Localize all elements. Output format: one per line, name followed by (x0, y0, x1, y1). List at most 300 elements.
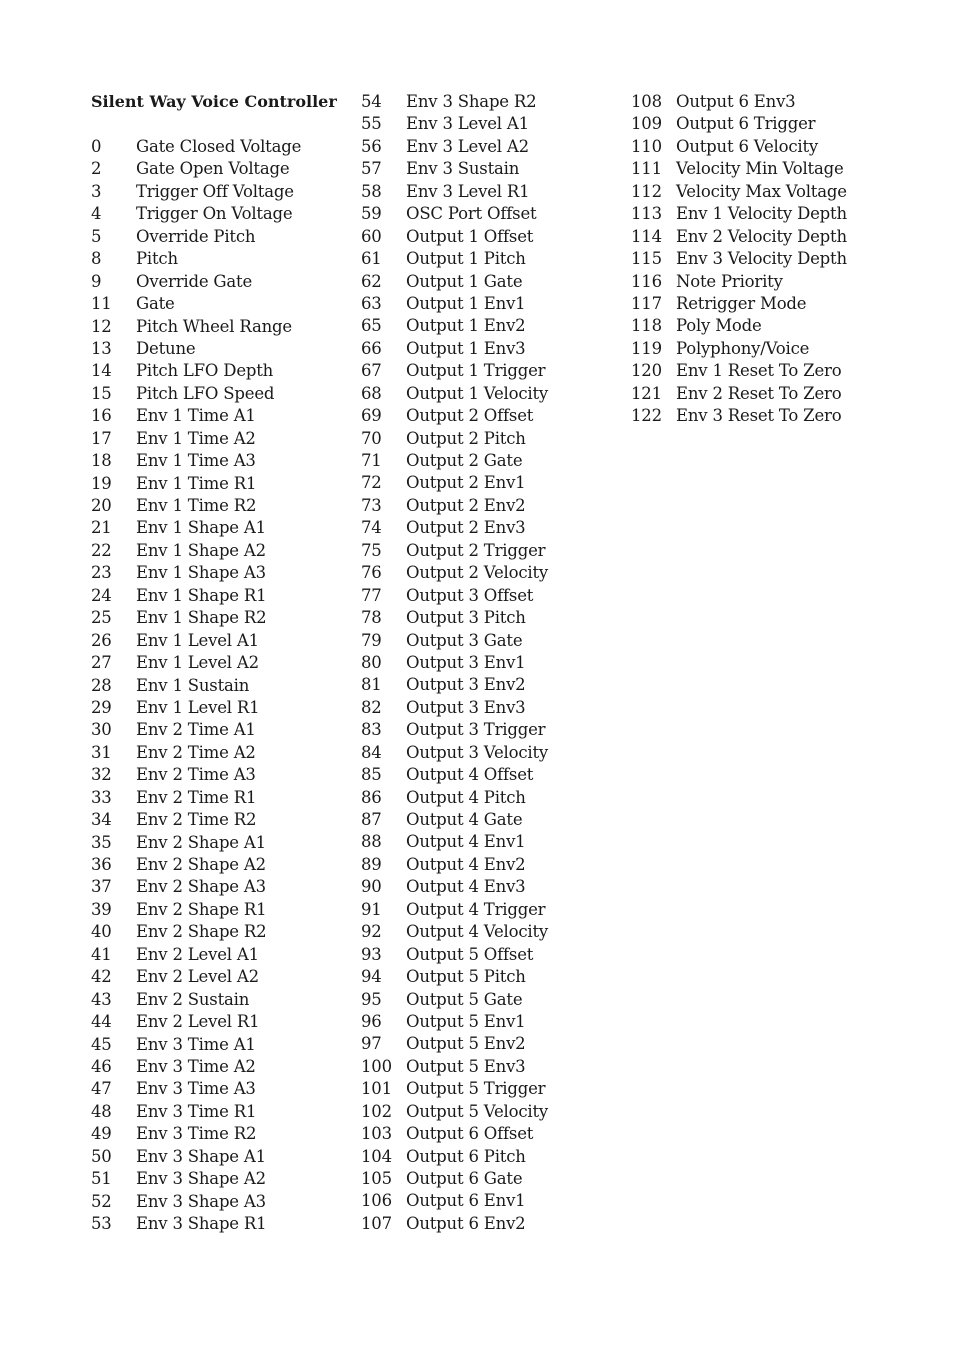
parameter-row (361, 944, 611, 966)
parameter-row (361, 338, 611, 360)
parameter-number: 21 (91, 518, 112, 538)
parameter-number: 78 (361, 608, 382, 628)
parameter-label: Pitch LFO Depth (136, 361, 274, 381)
parameter-number: 118 (631, 316, 662, 336)
parameter-number: 84 (361, 742, 382, 762)
parameter-label: Output 3 Trigger (406, 720, 546, 740)
parameter-row (91, 876, 341, 898)
parameter-number: 121 (631, 383, 662, 403)
parameter-number: 25 (91, 608, 112, 628)
parameter-row (361, 472, 611, 494)
parameter-number: 109 (631, 114, 662, 134)
parameter-label: Env 3 Level R1 (406, 181, 530, 201)
parameter-number: 2 (91, 159, 102, 179)
parameter-label: Output 4 Env3 (406, 877, 526, 897)
parameter-number: 103 (361, 1124, 392, 1144)
parameter-label: Trigger On Voltage (136, 204, 293, 224)
parameter-label: Env 2 Level A2 (136, 967, 259, 987)
parameter-number: 71 (361, 451, 382, 470)
parameter-row (631, 181, 881, 203)
parameter-label: Output 6 Offset (406, 1124, 534, 1144)
parameter-row (631, 315, 881, 337)
parameter-label: Pitch (136, 249, 178, 269)
parameter-number: 90 (361, 877, 382, 897)
parameter-label: Env 2 Time R1 (136, 787, 257, 807)
parameter-label: Velocity Max Voltage (676, 181, 847, 201)
parameter-label: Pitch LFO Speed (136, 383, 275, 403)
parameter-row (91, 697, 341, 719)
parameter-label: Env 1 Velocity Depth (676, 204, 847, 224)
parameter-number: 76 (361, 563, 382, 583)
parameter-label: Env 3 Shape A2 (136, 1169, 266, 1189)
parameter-label: Velocity Min Voltage (676, 159, 844, 179)
parameter-number: 3 (91, 181, 102, 201)
parameter-row (361, 1011, 611, 1033)
parameter-number: 110 (631, 136, 662, 156)
parameter-number: 23 (91, 563, 112, 583)
parameter-number: 73 (361, 495, 382, 515)
parameter-number: 0 (91, 137, 102, 156)
parameter-label: Env 2 Velocity Depth (676, 226, 847, 246)
parameter-number: 75 (361, 540, 382, 560)
parameter-label: Output 1 Env1 (406, 293, 526, 313)
parameter-row (91, 248, 341, 270)
parameter-number: 26 (91, 630, 112, 650)
parameter-number: 65 (361, 316, 382, 336)
parameter-number: 70 (361, 428, 382, 448)
parameter-label: Gate Closed Voltage (136, 137, 302, 156)
parameter-label: Output 2 Pitch (406, 428, 526, 448)
parameter-row (631, 136, 881, 158)
parameter-row (361, 540, 611, 562)
parameter-label: Output 6 Pitch (406, 1146, 526, 1166)
parameter-label: Output 6 Trigger (676, 114, 816, 134)
parameter-number: 69 (361, 406, 382, 426)
parameter-number: 32 (91, 765, 112, 785)
parameter-label: Output 4 Gate (406, 810, 523, 829)
parameter-number: 30 (91, 720, 112, 740)
parameter-number: 31 (91, 742, 112, 762)
parameter-number: 94 (361, 967, 382, 987)
parameter-row (91, 1168, 341, 1190)
parameter-row (361, 360, 611, 382)
parameter-number: 28 (91, 675, 112, 695)
parameter-row (91, 607, 341, 629)
column-2 (361, 91, 611, 1235)
parameter-label: Output 6 Env3 (676, 92, 796, 111)
parameter-label: Retrigger Mode (676, 293, 807, 313)
parameter-label: Output 6 Velocity (676, 136, 819, 156)
parameter-label: Output 4 Trigger (406, 899, 546, 919)
parameter-number: 77 (361, 585, 382, 605)
parameter-row (361, 1123, 611, 1145)
parameter-label: Output 1 Offset (406, 226, 534, 246)
parameter-number: 44 (91, 1012, 112, 1032)
parameter-list-3 (631, 91, 881, 428)
parameter-label: Env 1 Time A3 (136, 451, 256, 471)
parameter-row (361, 1213, 611, 1235)
parameter-label: Env 1 Level R1 (136, 697, 260, 717)
parameter-number: 117 (631, 293, 662, 313)
parameter-label: Env 1 Time R1 (136, 473, 257, 493)
parameter-label: Env 1 Reset To Zero (676, 361, 842, 381)
parameter-row (91, 1191, 341, 1213)
parameter-number: 5 (91, 226, 102, 246)
parameter-row (361, 630, 611, 652)
parameter-row (361, 1033, 611, 1055)
parameter-label: Output 3 Env1 (406, 652, 526, 672)
parameter-row (91, 293, 341, 315)
parameter-row (631, 113, 881, 135)
parameter-label: Output 3 Offset (406, 585, 534, 605)
parameter-number: 40 (91, 922, 112, 942)
parameter-row (631, 383, 881, 405)
parameter-label: Env 3 Velocity Depth (676, 249, 847, 269)
parameter-number: 51 (91, 1169, 112, 1189)
parameter-row (91, 675, 341, 697)
parameter-number: 35 (91, 832, 112, 852)
parameter-row (91, 1123, 341, 1145)
parameter-number: 72 (361, 473, 382, 493)
parameter-label: Output 2 Gate (406, 451, 523, 470)
parameter-row (361, 1101, 611, 1123)
parameter-row (91, 360, 341, 382)
parameter-label: OSC Port Offset (406, 204, 537, 224)
parameter-row (361, 450, 611, 472)
parameter-number: 39 (91, 899, 112, 919)
parameter-label: Env 3 Shape R1 (136, 1214, 267, 1233)
parameter-row (361, 495, 611, 517)
parameter-label: Output 2 Env3 (406, 518, 526, 538)
parameter-label: Env 3 Sustain (406, 159, 520, 179)
parameter-row (631, 360, 881, 382)
parameter-number: 95 (361, 989, 382, 1009)
parameter-label: Env 1 Time A1 (136, 406, 256, 426)
parameter-number: 59 (361, 204, 382, 224)
parameter-number: 15 (91, 383, 112, 403)
parameter-number: 12 (91, 316, 112, 336)
parameter-row (361, 1190, 611, 1212)
parameter-row (91, 226, 341, 248)
document-title: Silent Way Voice Controller (91, 92, 337, 111)
parameter-label: Env 2 Level A1 (136, 944, 259, 964)
parameter-label: Detune (136, 338, 196, 358)
parameter-label: Env 3 Time A2 (136, 1056, 256, 1076)
parameter-label: Env 3 Time A3 (136, 1079, 256, 1099)
parameter-number: 107 (361, 1213, 392, 1233)
parameter-row (361, 383, 611, 405)
parameter-row (361, 91, 611, 113)
parameter-label: Env 2 Shape A1 (136, 832, 266, 852)
parameter-number: 19 (91, 473, 112, 493)
parameter-number: 93 (361, 944, 382, 964)
parameter-row (91, 428, 341, 450)
parameter-number: 18 (91, 451, 112, 471)
parameter-row (91, 383, 341, 405)
parameter-number: 33 (91, 787, 112, 807)
parameter-row (361, 787, 611, 809)
parameter-label: Output 1 Trigger (406, 361, 546, 381)
parameter-number: 42 (91, 967, 112, 987)
parameter-row (361, 136, 611, 158)
parameter-number: 87 (361, 810, 382, 829)
parameter-row (631, 91, 881, 113)
parameter-number: 120 (631, 361, 662, 381)
parameter-row (361, 719, 611, 741)
parameter-row (361, 181, 611, 203)
parameter-label: Output 3 Pitch (406, 608, 526, 628)
parameter-row (361, 607, 611, 629)
parameter-label: Env 3 Time A1 (136, 1034, 256, 1054)
parameter-row (361, 428, 611, 450)
parameter-row (361, 113, 611, 135)
parameter-row (361, 831, 611, 853)
parameter-row (361, 248, 611, 270)
parameter-label: Env 1 Shape R2 (136, 608, 267, 628)
parameter-number: 50 (91, 1146, 112, 1166)
parameter-row (91, 585, 341, 607)
parameter-list-1 (91, 136, 341, 1235)
parameter-label: Output 6 Env2 (406, 1213, 526, 1233)
parameter-number: 62 (361, 271, 382, 291)
parameter-label: Output 6 Env1 (406, 1191, 526, 1211)
parameter-number: 4 (91, 204, 102, 224)
parameter-row (361, 585, 611, 607)
parameter-number: 68 (361, 383, 382, 403)
parameter-number: 122 (631, 406, 662, 426)
parameter-row (91, 989, 341, 1011)
parameter-row (91, 1101, 341, 1123)
parameter-label: Env 3 Shape R2 (406, 92, 537, 111)
parameter-number: 111 (631, 159, 662, 179)
parameter-number: 8 (91, 249, 102, 269)
parameter-label: Env 3 Reset To Zero (676, 406, 842, 426)
parameter-row (361, 652, 611, 674)
parameter-label: Env 3 Level A2 (406, 136, 529, 156)
parameter-label: Env 3 Time R2 (136, 1124, 257, 1144)
parameter-label: Output 5 Env3 (406, 1056, 526, 1076)
parameter-number: 81 (361, 675, 382, 695)
parameter-number: 97 (361, 1034, 382, 1054)
parameter-row (361, 674, 611, 696)
parameter-number: 54 (361, 92, 382, 111)
parameter-row (91, 764, 341, 786)
parameter-row (361, 203, 611, 225)
parameter-number: 34 (91, 810, 112, 830)
parameter-row (91, 136, 341, 158)
parameter-label: Polyphony/Voice (676, 338, 810, 358)
parameter-row (361, 966, 611, 988)
parameter-label: Output 3 Env2 (406, 675, 526, 695)
parameter-number: 17 (91, 428, 112, 448)
parameter-number: 43 (91, 989, 112, 1009)
parameter-label: Env 2 Level R1 (136, 1012, 260, 1032)
parameter-number: 48 (91, 1101, 112, 1121)
parameter-label: Output 5 Trigger (406, 1079, 546, 1099)
parameter-number: 113 (631, 204, 662, 224)
parameter-row (91, 1034, 341, 1056)
parameter-label: Env 2 Reset To Zero (676, 383, 842, 403)
parameter-label: Env 2 Shape R2 (136, 922, 267, 942)
parameter-number: 112 (631, 181, 662, 201)
parameter-number: 101 (361, 1079, 392, 1099)
parameter-number: 108 (631, 92, 662, 111)
parameter-number: 41 (91, 944, 112, 964)
parameter-row (361, 899, 611, 921)
parameter-label: Env 3 Time R1 (136, 1101, 257, 1121)
parameter-number: 49 (91, 1124, 112, 1144)
parameter-label: Env 1 Shape A3 (136, 563, 266, 583)
parameter-number: 116 (631, 271, 662, 291)
parameter-label: Override Gate (136, 271, 253, 291)
parameter-row (361, 226, 611, 248)
parameter-row (91, 944, 341, 966)
parameter-number: 92 (361, 922, 382, 942)
parameter-number: 67 (361, 361, 382, 381)
parameter-row (361, 742, 611, 764)
parameter-number: 22 (91, 540, 112, 560)
parameter-row (91, 495, 341, 517)
parameter-label: Env 1 Time A2 (136, 428, 256, 448)
parameter-label: Env 2 Shape A2 (136, 855, 266, 874)
parameter-label: Output 2 Env2 (406, 495, 526, 515)
parameter-row (91, 316, 341, 338)
parameter-number: 66 (361, 338, 382, 358)
parameter-number: 29 (91, 697, 112, 717)
parameter-row (91, 562, 341, 584)
parameter-number: 85 (361, 765, 382, 785)
parameter-row (91, 203, 341, 225)
parameter-row (91, 540, 341, 562)
parameter-label: Output 1 Pitch (406, 249, 526, 269)
parameter-label: Output 4 Pitch (406, 787, 526, 807)
parameter-label: Gate (136, 294, 175, 314)
parameter-row (361, 1146, 611, 1168)
parameter-row (91, 921, 341, 943)
parameter-row (631, 158, 881, 180)
parameter-label: Env 2 Time A3 (136, 765, 256, 785)
parameter-label: Env 3 Shape A1 (136, 1146, 266, 1166)
parameter-label: Output 3 Gate (406, 630, 523, 650)
parameter-row (91, 652, 341, 674)
parameter-label: Output 4 Env1 (406, 832, 526, 852)
parameter-number: 60 (361, 226, 382, 246)
parameter-row (361, 1168, 611, 1190)
parameter-row (91, 899, 341, 921)
parameter-row (361, 809, 611, 831)
parameter-label: Output 2 Velocity (406, 563, 549, 583)
parameter-number: 82 (361, 697, 382, 717)
parameter-label: Output 3 Env3 (406, 697, 526, 717)
parameter-number: 27 (91, 653, 112, 673)
parameter-label: Env 1 Time R2 (136, 496, 257, 515)
parameter-row (91, 1146, 341, 1168)
parameter-row (631, 271, 881, 293)
parameter-row (361, 271, 611, 293)
parameter-label: Output 1 Velocity (406, 383, 549, 403)
parameter-row (91, 719, 341, 741)
parameter-number: 114 (631, 226, 662, 246)
parameter-label: Env 2 Shape A3 (136, 877, 266, 897)
parameter-number: 47 (91, 1079, 112, 1099)
parameter-label: Output 4 Offset (406, 765, 534, 785)
parameter-label: Output 1 Env2 (406, 316, 526, 336)
parameter-row (91, 854, 341, 876)
parameter-row (361, 562, 611, 584)
parameter-label: Output 5 Gate (406, 989, 523, 1009)
parameter-label: Output 6 Gate (406, 1169, 523, 1188)
parameter-number: 37 (91, 877, 112, 897)
parameter-label: Env 2 Time A1 (136, 720, 256, 740)
parameter-row (91, 809, 341, 831)
parameter-number: 14 (91, 361, 112, 381)
parameter-label: Env 2 Sustain (136, 989, 250, 1009)
parameter-row (91, 473, 341, 495)
parameter-label: Output 1 Env3 (406, 338, 526, 358)
parameter-number: 45 (91, 1034, 112, 1054)
parameter-label: Output 2 Offset (406, 406, 534, 426)
parameter-row (361, 293, 611, 315)
parameter-number: 53 (91, 1214, 112, 1233)
parameter-label: Env 3 Shape A3 (136, 1191, 266, 1211)
parameter-number: 55 (361, 114, 382, 134)
parameter-number: 74 (361, 518, 382, 538)
parameter-label: Env 1 Level A1 (136, 630, 259, 650)
parameter-row (631, 203, 881, 225)
parameter-row (91, 1011, 341, 1033)
parameter-number: 88 (361, 832, 382, 852)
parameter-row (631, 226, 881, 248)
parameter-row (361, 764, 611, 786)
parameter-label: Env 2 Shape R1 (136, 899, 267, 919)
parameter-number: 9 (91, 271, 102, 291)
parameter-number: 36 (91, 855, 112, 874)
parameter-row (361, 517, 611, 539)
parameter-number: 83 (361, 720, 382, 740)
parameter-number: 100 (361, 1056, 392, 1076)
parameter-label: Env 3 Level A1 (406, 114, 529, 134)
parameter-row (91, 966, 341, 988)
parameter-label: Gate Open Voltage (136, 159, 290, 179)
parameter-row (91, 405, 341, 427)
column-3 (631, 91, 881, 428)
parameter-label: Env 1 Shape R1 (136, 585, 267, 605)
parameter-row (91, 832, 341, 854)
parameter-label: Output 5 Env1 (406, 1011, 526, 1031)
parameter-row (91, 1213, 341, 1235)
parameter-label: Output 2 Env1 (406, 473, 526, 493)
parameter-label: Poly Mode (676, 316, 762, 336)
parameter-label: Output 5 Velocity (406, 1101, 549, 1121)
parameter-row (91, 787, 341, 809)
parameter-row (361, 921, 611, 943)
parameter-row (361, 158, 611, 180)
parameter-row (91, 158, 341, 180)
parameter-row (361, 1078, 611, 1100)
parameter-row (91, 181, 341, 203)
parameter-number: 86 (361, 787, 382, 807)
parameter-number: 20 (91, 496, 112, 515)
parameter-row (361, 697, 611, 719)
parameter-number: 56 (361, 136, 382, 156)
parameter-label: Output 1 Gate (406, 271, 523, 291)
parameter-number: 96 (361, 1011, 382, 1031)
parameter-label: Output 4 Velocity (406, 922, 549, 942)
parameter-label: Output 3 Velocity (406, 742, 549, 762)
column-1 (91, 91, 341, 1235)
parameter-row (631, 293, 881, 315)
parameter-number: 115 (631, 249, 662, 269)
